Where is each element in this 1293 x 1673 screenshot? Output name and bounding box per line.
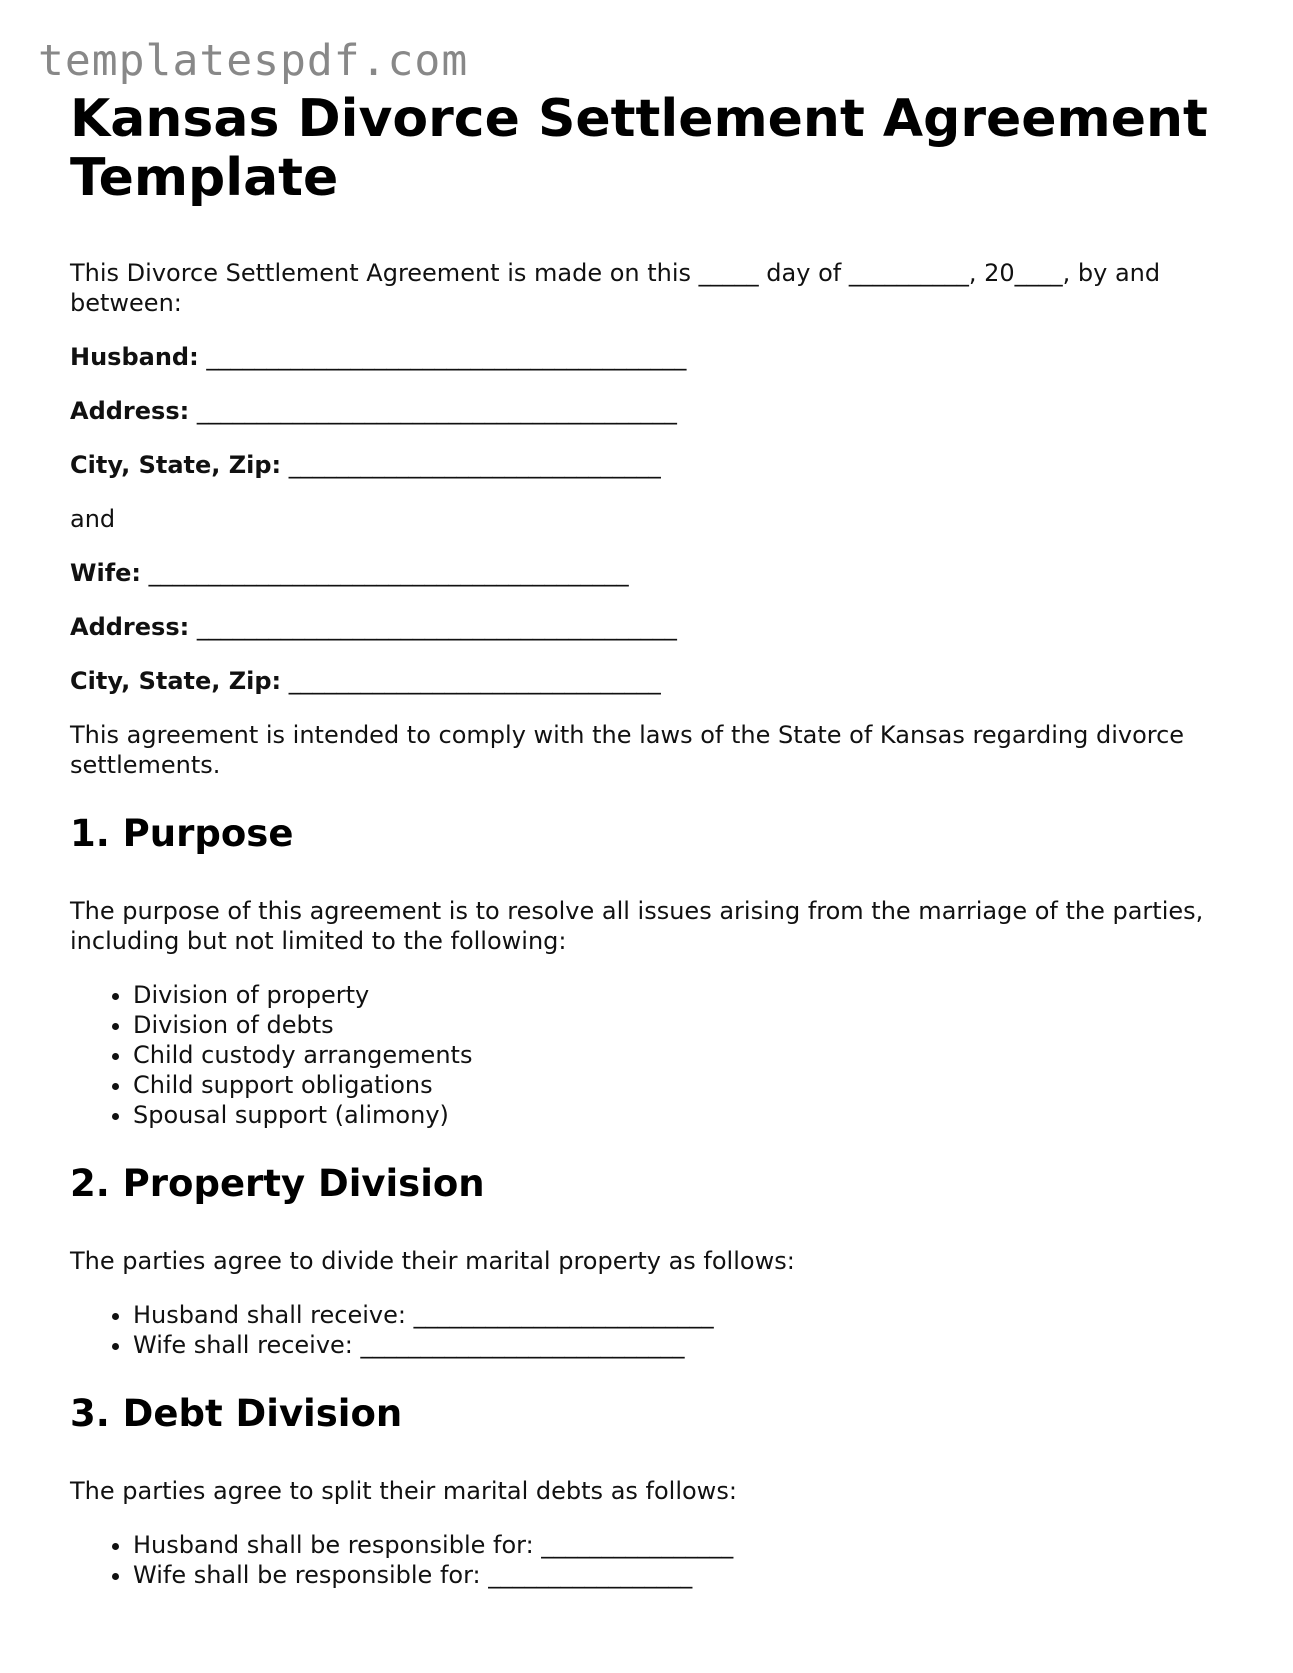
husband-city-state-zip-field[interactable] <box>70 450 1230 480</box>
list-item: • Division of property <box>133 980 1230 1010</box>
husband-address-field[interactable] <box>70 396 1230 426</box>
list-item: • Wife shall receive: ___________________________ <box>133 1330 1230 1360</box>
compliance-paragraph: This agreement is intended to comply with the laws of the State of Kansas regarding divorce settlements. <box>70 721 1185 779</box>
wife-address-field[interactable] <box>70 612 1230 642</box>
section-heading-purpose: 1. Purpose <box>70 812 294 855</box>
document-title: Kansas Divorce Settlement Agreement Template <box>70 89 1208 208</box>
list-item: • Child support obligations <box>133 1070 1230 1100</box>
section-heading-property: 2. Property Division <box>70 1162 485 1205</box>
purpose-paragraph: The purpose of this agreement is to resolve all issues arising from the marriage of the parties, including but not limited to the following: <box>70 897 1204 955</box>
and-text: and <box>70 505 116 533</box>
wife-city-state-zip-field[interactable] <box>70 666 1230 696</box>
debt-paragraph: The parties agree to split their marital debts as follows: <box>70 1477 737 1505</box>
husband-name-field[interactable] <box>70 342 1230 372</box>
list-item: • Spousal support (alimony) <box>133 1100 1230 1130</box>
field-blank: ________________________________________ <box>148 559 629 587</box>
wife-name-field[interactable] <box>70 558 1230 588</box>
field-label: Wife: <box>70 559 142 587</box>
purpose-list <box>70 980 1230 1130</box>
field-blank: ________________________________________ <box>206 343 687 371</box>
list-item: • Wife shall be responsible for: _________________ <box>133 1560 1230 1590</box>
list-item: • Child custody arrangements <box>133 1040 1230 1070</box>
list-item: • Husband shall receive: _________________________ <box>133 1300 1230 1330</box>
watermark: templatespdf.com <box>38 36 469 86</box>
debt-list <box>70 1530 1230 1590</box>
field-label: Husband: <box>70 343 199 371</box>
field-blank: ________________________________________ <box>196 613 677 641</box>
field-label: City, State, Zip: <box>70 451 282 479</box>
property-paragraph: The parties agree to divide their marital property as follows: <box>70 1247 795 1275</box>
field-blank: _______________________________ <box>288 667 661 695</box>
field-label: Address: <box>70 613 190 641</box>
list-item: • Division of debts <box>133 1010 1230 1040</box>
field-blank: ________________________________________ <box>196 397 677 425</box>
intro-paragraph: This Divorce Settlement Agreement is made on this _____ day of __________, 20____, by and between: <box>70 259 1161 317</box>
list-item: • Husband shall be responsible for: ________________ <box>133 1530 1230 1560</box>
document-page <box>70 90 1230 1590</box>
field-blank: _______________________________ <box>288 451 661 479</box>
section-heading-debt: 3. Debt Division <box>70 1392 403 1435</box>
property-list <box>70 1300 1230 1360</box>
field-label: City, State, Zip: <box>70 667 282 695</box>
field-label: Address: <box>70 397 190 425</box>
